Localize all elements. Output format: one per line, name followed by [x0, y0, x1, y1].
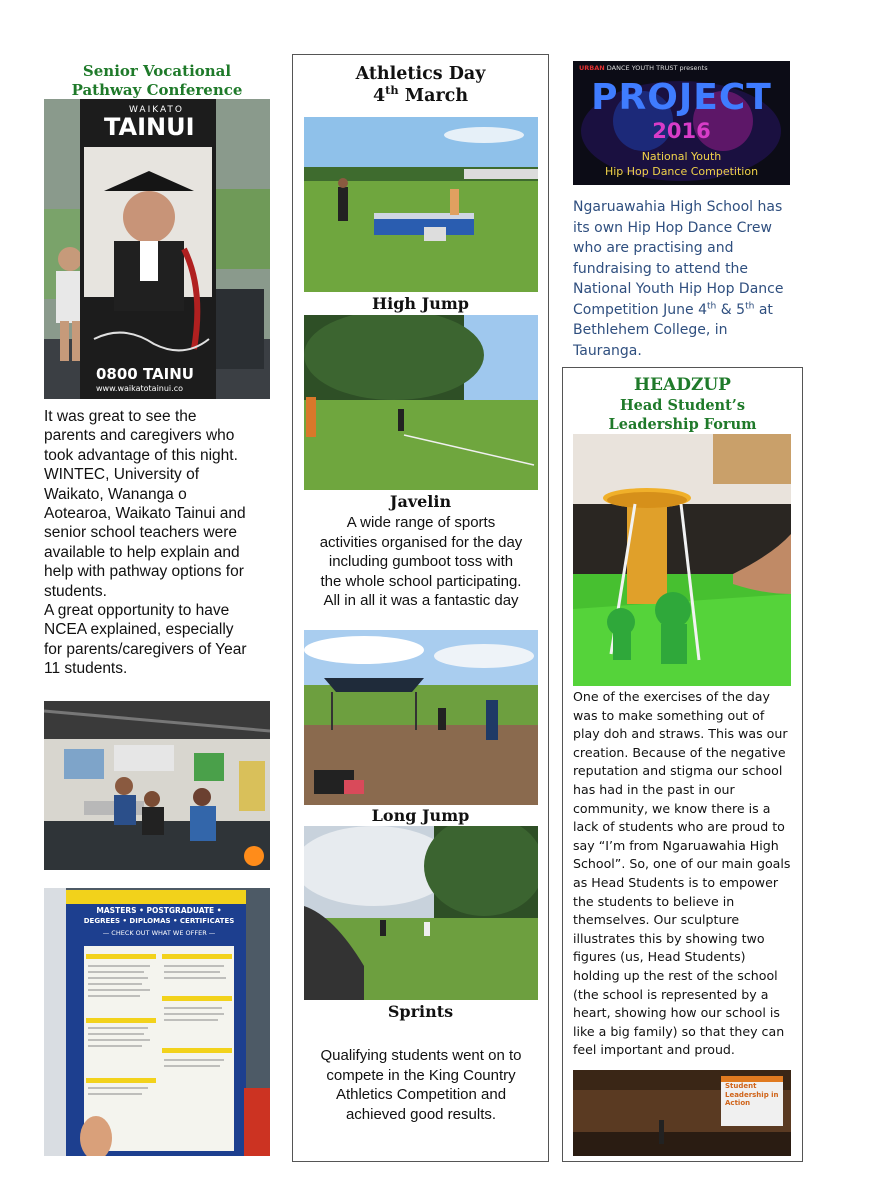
- banner-brand: TAINUI: [104, 113, 195, 141]
- project-2016-poster: [573, 61, 790, 185]
- text-line: School”. So, one of our main goals: [573, 856, 791, 872]
- text-line: like a big family) so that they can: [573, 1023, 785, 1039]
- banner-phone: 0800 TAINU: [96, 365, 194, 383]
- text-line: as Head Students is to empower: [573, 874, 779, 890]
- brochure-line-2: DEGREES • DIPLOMAS • CERTIFICATES: [83, 917, 235, 925]
- headzup-heading: HEADZUP: [634, 375, 731, 395]
- text-line: was to make something out of: [573, 707, 765, 723]
- athletics-paragraph-1: [298, 513, 544, 611]
- long-jump-photo: [304, 630, 538, 805]
- text-line: available to help explain and: [44, 543, 240, 561]
- slide-text: [725, 1082, 783, 1108]
- text-line: It was great to see the: [44, 408, 197, 425]
- slide-line-2: Leadership in: [725, 1090, 779, 1099]
- athletics-title-line-1: Athletics Day: [355, 64, 486, 84]
- banner-brand-small: WAIKATO: [129, 105, 185, 115]
- text-sup: th: [706, 300, 717, 311]
- text-line: themselves. Our sculpture: [573, 912, 740, 928]
- text-line: (the school is represented by a: [573, 986, 769, 1002]
- title-line-2: Pathway Conference: [71, 81, 243, 99]
- text-line: A great opportunity to have: [44, 602, 230, 620]
- text-line: A wide range of sports: [346, 514, 496, 531]
- text-line: National Youth Hip Hop Dance: [573, 281, 784, 297]
- slide-line-1: Student: [725, 1082, 757, 1090]
- text-line: who are practising and: [573, 240, 734, 256]
- text-line: feel important and proud.: [573, 1042, 735, 1058]
- text-line: reputation and stigma our school: [573, 763, 783, 779]
- brochure-photo: [44, 888, 270, 1156]
- text-line: lack of students who are proud to: [573, 819, 785, 835]
- text-line: illustrates this by showing two: [573, 930, 765, 946]
- text-line: Aotearoa, Waikato Tainui and: [44, 505, 246, 523]
- sprints-caption: Sprints: [387, 1002, 454, 1021]
- poster-trust: DANCE YOUTH TRUST presents: [604, 64, 708, 72]
- text-line: parents and caregivers who: [44, 427, 235, 445]
- athletics-title-date: [292, 85, 549, 107]
- text-line: figures (us, Head Students): [573, 949, 746, 965]
- athletics-title: [292, 63, 549, 107]
- text-line: the whole school participating.: [320, 572, 522, 590]
- text-fragment: Competition June 4: [573, 301, 707, 318]
- poster-title: PROJECT: [591, 77, 772, 118]
- text-line: [573, 300, 813, 321]
- text-line: senior school teachers were: [44, 524, 237, 542]
- headzup-sub-2: Leadership Forum: [608, 416, 757, 433]
- text-line: Waikato, Wananga o: [44, 485, 187, 503]
- date-suffix: th: [385, 83, 399, 98]
- leadership-slide-photo: [573, 1070, 791, 1156]
- text-fragment: & 5: [716, 301, 746, 318]
- headzup-sub-1: Head Student’s: [619, 397, 746, 414]
- date-number: 4: [372, 86, 386, 106]
- text-fragment: at: [754, 301, 773, 318]
- text-line: heart, showing how our school is: [573, 1005, 780, 1021]
- text-line: for parents/caregivers of Year: [44, 640, 247, 658]
- text-line: compete in the King Country: [326, 1066, 516, 1084]
- brochure-line-3: — CHECK OUT WHAT WE OFFER —: [102, 929, 216, 937]
- text-line: community, we know there is a: [573, 800, 771, 816]
- title-line-1: Senior Vocational: [82, 62, 232, 80]
- text-line: fundraising to attend the: [573, 260, 749, 277]
- text-line: Athletics Competition and: [335, 1086, 507, 1103]
- sculpture-photo: [573, 434, 791, 686]
- senior-vocational-title: [44, 62, 270, 100]
- text-line: WINTEC, University of: [44, 466, 200, 484]
- brochure-line-1: MASTERS • POSTGRADUATE •: [96, 906, 222, 915]
- javelin-photo: [304, 315, 538, 490]
- date-month: March: [398, 86, 469, 106]
- text-line: the students to believe in: [573, 893, 735, 909]
- text-line: 11 students.: [44, 660, 128, 678]
- javelin-caption: Javelin: [389, 492, 452, 511]
- text-line: achieved good results.: [345, 1105, 497, 1123]
- classroom-photo: [44, 701, 270, 870]
- text-line: took advantage of this night.: [44, 446, 238, 464]
- text-line: One of the exercises of the day: [573, 689, 770, 704]
- text-line: All in all it was a fantastic day: [323, 592, 519, 609]
- poster-urban: URBAN: [579, 64, 605, 72]
- text-line: Qualifying students went on to: [320, 1047, 522, 1064]
- text-line: say “I’m from Ngaruawahia High: [573, 837, 779, 853]
- left-paragraph: [44, 407, 284, 679]
- text-line: Bethlehem College, in: [573, 322, 728, 338]
- sprints-photo: [304, 826, 538, 1000]
- text-line: play doh and straws. This was our: [573, 726, 788, 742]
- headzup-paragraph: [573, 688, 799, 1060]
- long-jump-caption: Long Jump: [371, 806, 470, 825]
- text-line: NCEA explained, especially: [44, 621, 234, 639]
- text-line: students.: [44, 582, 107, 600]
- poster-sub-2: Hip Hop Dance Competition: [604, 165, 759, 178]
- text-line: Ngaruawahia High School has: [573, 199, 783, 215]
- text-sup: th: [745, 300, 755, 311]
- athletics-paragraph-2: [298, 1046, 544, 1124]
- text-line: holding up the rest of the school: [573, 967, 778, 983]
- poster-sub-1: National Youth: [641, 150, 722, 163]
- text-line: its own Hip Hop Dance Crew: [573, 219, 772, 236]
- high-jump-photo: [304, 117, 538, 292]
- hip-hop-paragraph: [573, 197, 813, 361]
- poster-top-line: [579, 64, 708, 72]
- text-line: including gumboot toss with: [328, 553, 514, 570]
- tainui-banner-photo: [44, 99, 270, 399]
- headzup-title: [562, 375, 803, 434]
- text-line: creation. Because of the negative: [573, 744, 786, 760]
- text-line: help with pathway options for: [44, 563, 244, 581]
- text-line: Tauranga.: [573, 342, 642, 359]
- slide-line-3: Action: [725, 1099, 751, 1107]
- poster-year: 2016: [652, 119, 711, 143]
- text-line: has had in the past in our: [573, 781, 735, 797]
- high-jump-caption: High Jump: [372, 294, 469, 313]
- banner-url: www.waikatotainui.co: [96, 384, 183, 393]
- text-line: activities organised for the day: [319, 533, 523, 551]
